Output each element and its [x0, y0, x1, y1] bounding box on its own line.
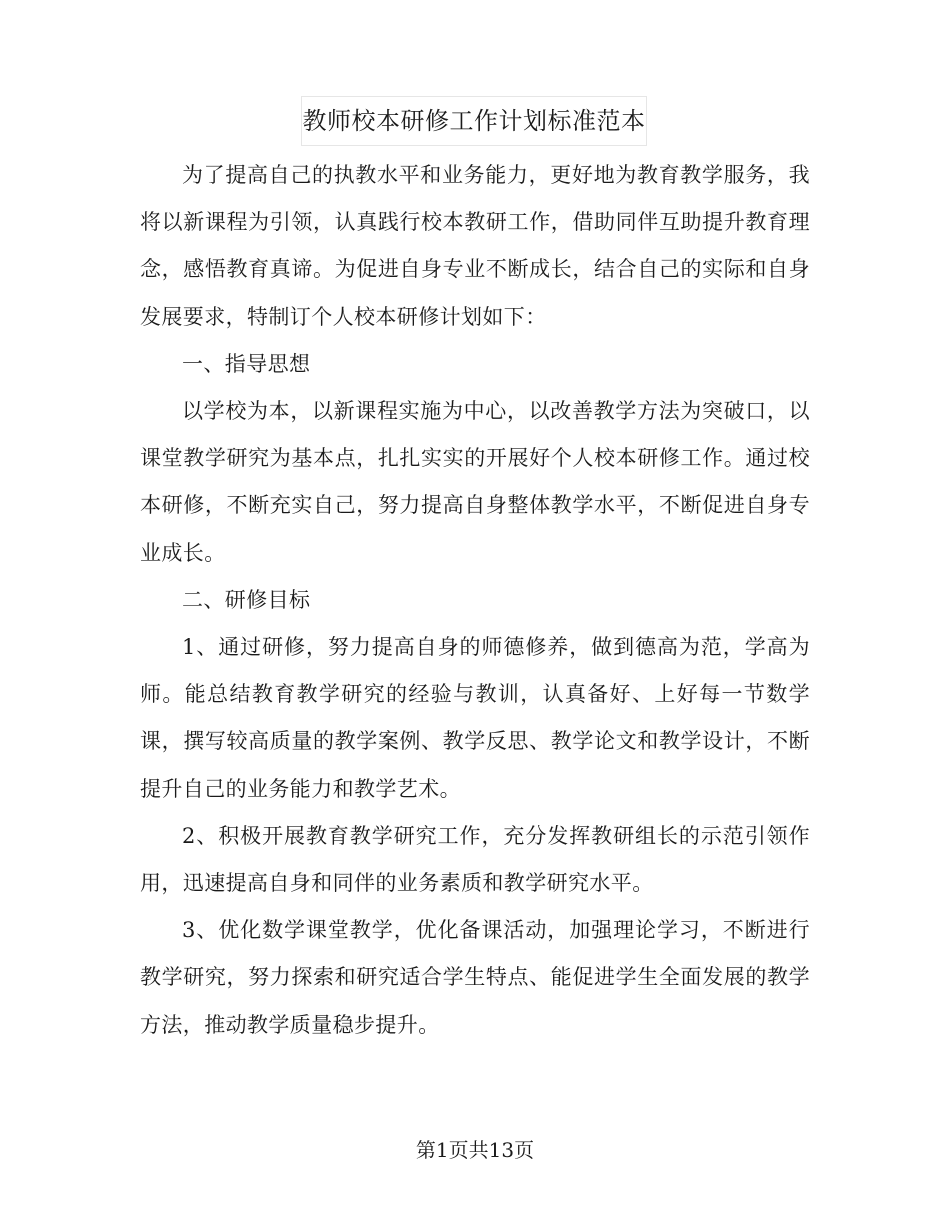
goal-item-2: 2、积极开展教育教学研究工作，充分发挥教研组长的示范引领作用，迅速提高自身和同伴的业务素质和教学研究水平。 [140, 823, 810, 896]
intro-paragraph: 为了提高自己的执教水平和业务能力，更好地为教育教学服务，我将以新课程为引领，认真践行校本教研工作，借助同伴互助提升教育理念，感悟教育真谛。为促进自身专业不断成长，结合自己的实际和自身发展要求，特制订个人校本研修计划如下： [140, 163, 810, 329]
guiding-thought-paragraph: 以学校为本，以新课程实施为中心，以改善教学方法为突破口，以课堂教学研究为基本点，扎扎实实的开展好个人校本研修工作。通过校本研修，不断充实自己，努力提高自身整体教学水平，不断促进自身专业成长。 [140, 399, 810, 565]
title-box [301, 96, 647, 146]
document-title: 教师校本研修工作计划标准范本 [302, 107, 646, 135]
section-heading-guiding-thought: 一、指导思想 [182, 351, 311, 376]
section-heading-goals: 二、研修目标 [182, 587, 311, 612]
goal-item-3: 3、优化数学课堂教学，优化备课活动，加强理论学习，不断进行教学研究，努力探索和研究适合学生特点、能促进学生全面发展的教学方法，推动教学质量稳步提升。 [140, 918, 810, 1037]
goal-item-1: 1、通过研修，努力提高自身的师德修养，做到德高为范，学高为师。能总结教育教学研究的经验与教训，认真备好、上好每一节数学课，撰写较高质量的教学案例、教学反思、教学论文和教学设计，不断提升自己的业务能力和教学艺术。 [140, 635, 810, 801]
page-number-footer: 第1页共13页 [415, 1138, 535, 1162]
document-body [140, 152, 810, 1049]
